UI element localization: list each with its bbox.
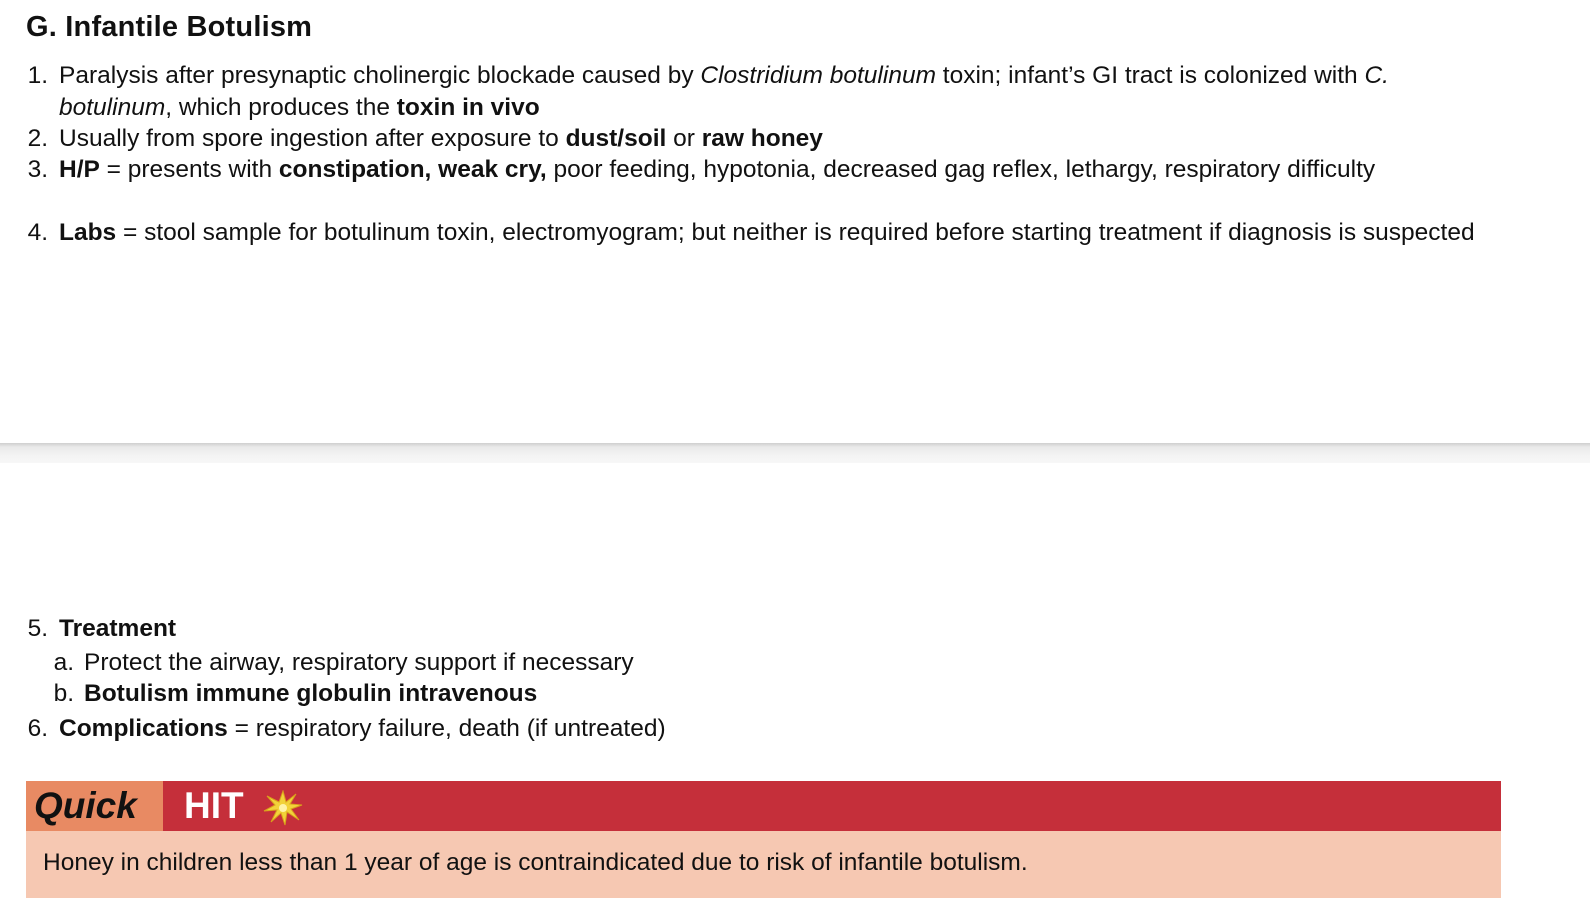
list-item-text: Usually from spore ingestion after exposure to dust/soil or raw honey	[59, 125, 823, 152]
sub-item-text: Protect the airway, respiratory support if necessary	[84, 649, 634, 676]
quick-hit-header	[26, 781, 1501, 831]
list-item-text: H/P = presents with constipation, weak cry, poor feeding, hypotonia, decreased gag reflex, lethargy, respiratory difficulty	[59, 156, 1376, 183]
page-break-divider	[0, 443, 1590, 463]
quick-hit-text: Honey in children less than 1 year of age is contraindicated due to risk of infantile botulism.	[43, 849, 1028, 876]
section-title: G. Infantile Botulism	[26, 11, 313, 43]
list-number: 5.	[27, 615, 48, 642]
quick-label: Quick	[26, 781, 163, 831]
list-item-text: Complications = respiratory failure, death (if untreated)	[59, 715, 666, 742]
list-number: 3.	[27, 156, 48, 183]
quick-hit-box	[26, 781, 1501, 898]
quick-hit-body	[26, 831, 1501, 898]
page-2	[0, 463, 1590, 922]
sub-item-letter: b.	[53, 680, 74, 707]
sub-item-letter: a.	[53, 649, 74, 676]
list-number: 4.	[27, 219, 48, 246]
list-number: 6.	[27, 715, 48, 742]
list-number: 1.	[27, 62, 48, 89]
list-number: 2.	[27, 125, 48, 152]
list-item-text: Paralysis after presynaptic cholinergic blockade caused by Clostridium botulinum toxin; infant’s GI tract is colonized with C. botulinum, which produces the toxin in vivo	[59, 62, 1389, 121]
list-item-text: Labs = stool sample for botulinum toxin, electromyogram; but neither is required before starting treatment if diagnosis is suspected	[59, 219, 1475, 246]
sub-item-text: Botulism immune globulin intravenous	[84, 680, 538, 707]
list-item-text: Treatment	[59, 615, 177, 642]
page-1	[0, 0, 1590, 443]
hit-label: HIT	[184, 785, 244, 826]
starburst-icon	[263, 790, 303, 826]
